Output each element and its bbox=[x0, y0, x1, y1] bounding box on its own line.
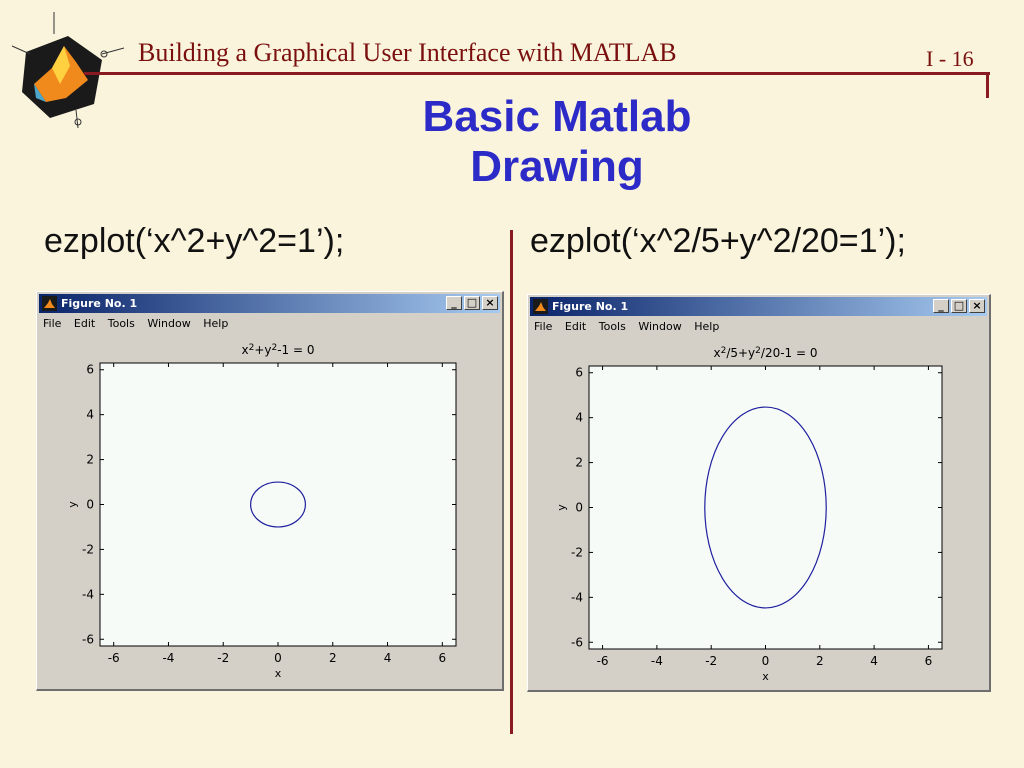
y-tick-label: -2 bbox=[82, 542, 94, 557]
menu-tools[interactable]: Tools bbox=[598, 320, 626, 333]
y-tick-label: 4 bbox=[86, 407, 94, 422]
menu-file[interactable]: File bbox=[534, 320, 553, 333]
chart-title: $x^2+y^2-1 = 0$ bbox=[241, 343, 315, 357]
slide-number: I - 16 bbox=[926, 46, 974, 71]
x-tick-label: 6 bbox=[924, 654, 933, 668]
maximize-button[interactable]: □ bbox=[951, 299, 967, 313]
plot-area bbox=[100, 363, 456, 646]
menu-edit[interactable]: Edit bbox=[564, 320, 587, 333]
x-tick-label: -6 bbox=[596, 654, 609, 668]
y-tick-label: -4 bbox=[571, 590, 583, 605]
y-tick-label: 0 bbox=[86, 497, 94, 512]
left-menubar bbox=[43, 317, 237, 330]
close-button[interactable]: × bbox=[482, 296, 498, 310]
y-tick-label: -6 bbox=[82, 632, 94, 647]
slide-title bbox=[380, 92, 734, 192]
y-tick-label: 6 bbox=[86, 362, 94, 377]
header-rule-tick bbox=[986, 72, 989, 98]
column-divider bbox=[510, 230, 513, 734]
menu-window[interactable]: Window bbox=[638, 320, 682, 333]
x-axis-label: x bbox=[274, 667, 282, 680]
y-tick-label: 2 bbox=[86, 452, 94, 467]
matlab-app-icon bbox=[533, 299, 548, 314]
menu-edit[interactable]: Edit bbox=[73, 317, 96, 330]
slide-title-line2: Drawing bbox=[470, 142, 644, 191]
x-tick-label: -4 bbox=[650, 654, 663, 668]
left-figure-window bbox=[36, 291, 504, 691]
y-tick-label: -2 bbox=[571, 545, 583, 560]
minimize-button[interactable]: _ bbox=[446, 296, 462, 310]
left-code-label: ezplot(‘x^2+y^2=1’); bbox=[44, 222, 345, 260]
right-figure-window bbox=[527, 294, 991, 692]
matlab-logo bbox=[6, 6, 130, 130]
right-menubar bbox=[534, 320, 728, 333]
y-axis-label: y bbox=[66, 501, 79, 508]
close-button[interactable]: × bbox=[969, 299, 985, 313]
x-tick-label: -4 bbox=[162, 651, 175, 665]
y-tick-label: 2 bbox=[575, 455, 583, 470]
x-axis-label: x bbox=[762, 670, 769, 683]
menu-help[interactable]: Help bbox=[694, 320, 720, 333]
chart-title: $x^2/5+y^2/20-1 = 0$ bbox=[713, 346, 818, 360]
x-tick-label: 4 bbox=[870, 654, 878, 668]
x-tick-label: 2 bbox=[815, 654, 824, 668]
y-tick-label: 4 bbox=[575, 410, 583, 425]
x-tick-label: 4 bbox=[383, 651, 392, 665]
slide-title-line1: Basic Matlab bbox=[422, 92, 692, 141]
right-figure-titlebar[interactable] bbox=[530, 297, 987, 316]
left-figure-titlebar[interactable] bbox=[39, 294, 500, 313]
right-figure-title: Figure No. 1 bbox=[552, 300, 629, 313]
x-tick-label: -2 bbox=[705, 654, 718, 668]
menu-window[interactable]: Window bbox=[147, 317, 191, 330]
matlab-app-icon bbox=[42, 296, 57, 311]
plot-area bbox=[589, 366, 942, 649]
right-code-label: ezplot(‘x^2/5+y^2/20=1’); bbox=[530, 222, 906, 260]
y-axis-label: y bbox=[555, 504, 568, 511]
y-tick-label: 0 bbox=[575, 500, 583, 515]
menu-help[interactable]: Help bbox=[203, 317, 229, 330]
y-tick-label: 6 bbox=[575, 365, 583, 380]
maximize-button[interactable]: □ bbox=[464, 296, 480, 310]
x-tick-label: 0 bbox=[274, 651, 282, 665]
y-tick-label: -4 bbox=[82, 587, 94, 602]
x-tick-label: 0 bbox=[761, 654, 770, 668]
menu-file[interactable]: File bbox=[43, 317, 62, 330]
header-rule bbox=[84, 72, 990, 75]
x-tick-label: -6 bbox=[107, 651, 120, 665]
left-plot bbox=[37, 332, 501, 688]
x-tick-label: 2 bbox=[328, 651, 337, 665]
menu-tools[interactable]: Tools bbox=[107, 317, 135, 330]
slide-header-title: Building a Graphical User Interface with MATLAB bbox=[138, 38, 677, 67]
y-tick-label: -6 bbox=[571, 635, 583, 650]
x-tick-label: 6 bbox=[438, 651, 447, 665]
right-plot bbox=[528, 335, 988, 689]
x-tick-label: -2 bbox=[217, 651, 230, 665]
minimize-button[interactable]: _ bbox=[933, 299, 949, 313]
left-figure-title: Figure No. 1 bbox=[61, 297, 138, 310]
